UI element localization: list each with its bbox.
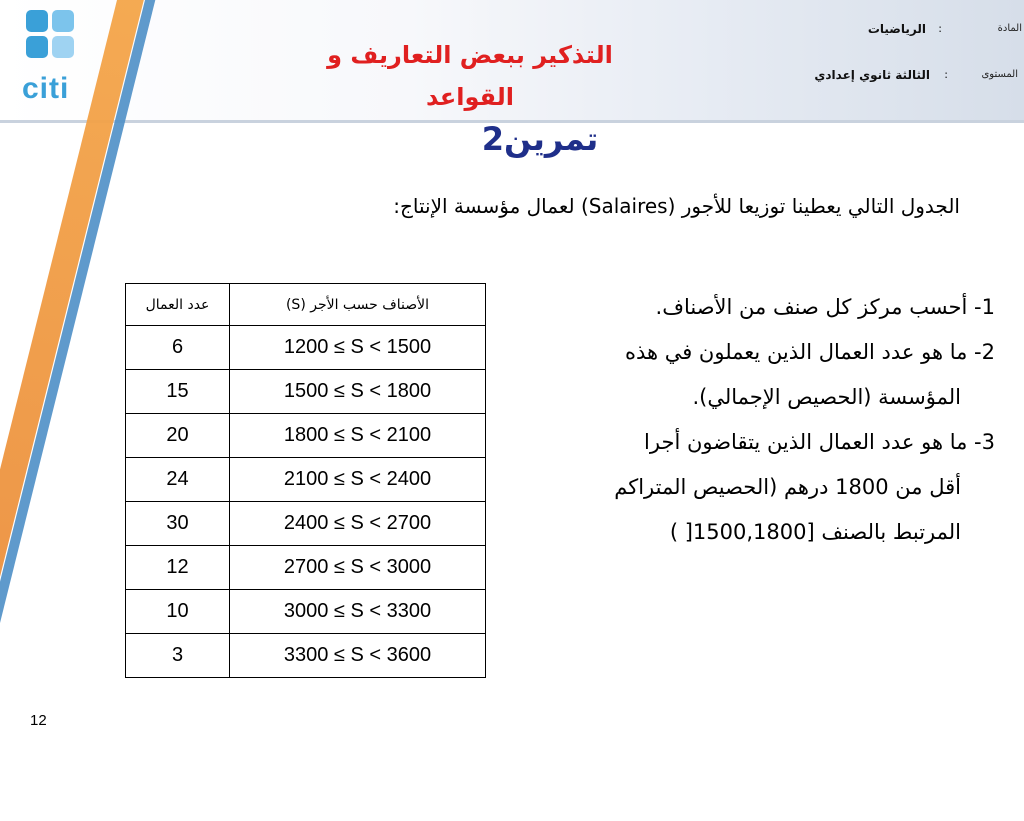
- salary-class-cell: 3300 ≤ S < 3600: [230, 634, 486, 678]
- question-line: 3- ما هو عدد العمال الذين يتقاضون أجرا: [644, 430, 995, 454]
- table-row: [126, 590, 486, 634]
- table-row: [126, 326, 486, 370]
- subject-separator: :: [938, 22, 942, 35]
- worker-count-cell: 12: [126, 546, 230, 590]
- worker-count-cell: 15: [126, 370, 230, 414]
- worker-count-cell: 24: [126, 458, 230, 502]
- question-line: المرتبط بالصنف [1500,1800[ ): [669, 520, 961, 544]
- table-row: [126, 502, 486, 546]
- page-title: التذكير ببعض التعاريف و القواعد: [327, 41, 613, 111]
- salary-class-cell: 1500 ≤ S < 1800: [230, 370, 486, 414]
- question-3: [510, 420, 995, 555]
- salary-class-cell: 2400 ≤ S < 2700: [230, 502, 486, 546]
- salary-class-cell: 1800 ≤ S < 2100: [230, 414, 486, 458]
- worker-count-cell: 30: [126, 502, 230, 546]
- logo-square: [26, 10, 48, 32]
- salary-distribution-table: [125, 283, 486, 678]
- level-row: [780, 68, 1022, 88]
- level-separator: :: [944, 68, 948, 81]
- worker-count-cell: 6: [126, 326, 230, 370]
- question-1: [510, 285, 995, 330]
- question-line: 2- ما هو عدد العمال الذين يعملون في هذه: [624, 340, 995, 364]
- header-worker-count: عدد العمال: [126, 284, 230, 326]
- table-row: [126, 370, 486, 414]
- questions-list: [510, 285, 995, 555]
- logo-square: [26, 36, 48, 58]
- table-row: [126, 546, 486, 590]
- worker-count-cell: 10: [126, 590, 230, 634]
- worker-count-cell: 3: [126, 634, 230, 678]
- header-salary-class: الأصناف حسب الأجر (S): [230, 284, 486, 326]
- subject-row: [800, 22, 1022, 42]
- salary-class-cell: 3000 ≤ S < 3300: [230, 590, 486, 634]
- citi-logo: [18, 10, 88, 105]
- question-line: المؤسسة (الحصيص الإجمالي).: [692, 385, 961, 409]
- question-line: أقل من 1800 درهم (الحصيص المتراكم: [614, 475, 961, 499]
- logo-square: [52, 10, 74, 32]
- exercise-intro: الجدول التالي يعطينا توزيعا للأجور (Salaires) لعمال مؤسسة الإنتاج:: [393, 194, 960, 218]
- salary-class-cell: 2700 ≤ S < 3000: [230, 546, 486, 590]
- worker-count-cell: 20: [126, 414, 230, 458]
- table-row: [126, 458, 486, 502]
- exercise-title: تمرين2: [481, 120, 599, 158]
- salary-class-cell: 1200 ≤ S < 1500: [230, 326, 486, 370]
- table-header-row: [126, 284, 486, 326]
- level-label: المستوى: [981, 69, 1018, 80]
- logo-square: [52, 36, 74, 58]
- question-line: 1- أحسب مركز كل صنف من الأصناف.: [655, 295, 995, 319]
- logo-text: citi: [22, 72, 70, 105]
- level-value: الثالثة ثانوي إعدادي: [814, 68, 930, 82]
- table-row: [126, 634, 486, 678]
- salary-class-cell: 2100 ≤ S < 2400: [230, 458, 486, 502]
- question-2: [510, 330, 995, 420]
- subject-value: الرياضيات: [867, 22, 926, 36]
- table-row: [126, 414, 486, 458]
- page-number: 12: [30, 712, 47, 729]
- subject-label: المادة: [997, 23, 1022, 34]
